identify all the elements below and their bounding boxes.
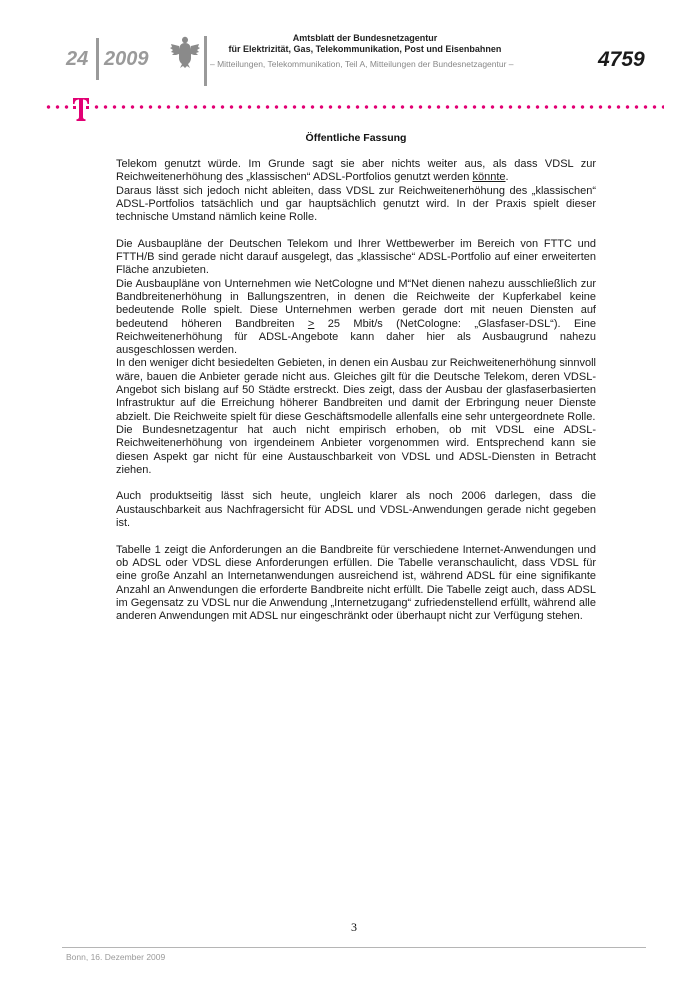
- paragraph-text: .: [505, 171, 509, 184]
- body-paragraph: [116, 158, 596, 185]
- paragraph-text: 25 Mbit/s (NetCologne: „Glasfaser-DSL“). Eine Reichweitenerhöhung für ADSL-Angebote kann daher hier als Ausbaugrund nahezu ausgeschlossen werden.: [116, 317, 596, 357]
- body-paragraph: Die Bundesnetzagentur hat auch nicht empirisch erhoben, ob mit VDSL eine ADSL-Reichweitenerhöhung von irgendeinem Anbieter vorgenommen wird. Entsprechend kann sie diesen Aspekt gar nicht für eine Austauschbarkeit von VDSL und ADSL-Diensten in Betracht ziehen.: [116, 423, 596, 476]
- title-divider: [204, 36, 207, 86]
- footer-divider: [62, 947, 646, 948]
- issue-year: 2009: [104, 48, 149, 70]
- body-paragraph: Tabelle 1 zeigt die Anforderungen an die Bandbreite für verschiedene Internet-Anwendungen und ob ADSL oder VDSL diese Anforderungen erfüllen. Die Tabelle veranschaulicht, dass VDSL für eine große Anzahl an Internetanwendungen ausreichend ist, während ADSL für eine signifikante Anzahl an Anwendungen die erforderte Bandbreite nicht erfüllt. Die Tabelle zeigt auch, dass ADSL im Gegensatz zu VDSL nur die Anwendung „Internetzugang“ zufriedenstellend erfüllt, während alle anderen Anwendungen mit ADSL nur eingeschränkt oder überhaupt nicht zur Verfügung stehen.: [116, 543, 596, 623]
- document-page-number: 3: [351, 920, 357, 934]
- underlined-symbol: >: [307, 317, 315, 330]
- issue-number: 24: [66, 48, 89, 70]
- document-heading: Öffentliche Fassung: [305, 132, 407, 144]
- paragraph-text: Die Ausbaupläne von Unternehmen wie NetCologne und M“Net dienen nahezu ausschließlich zur Bandbreitenerhöhung in Ballungszentren, in denen die Reichweite der Kupferkabel keine bedeutende Rolle spielt. Diese Unternehmen werben gerade dort mit neuen Diensten auf bedeutend höheren Bandbreiten: [116, 277, 596, 330]
- gazette-title: Amtsblatt der Bundesnetzagentur: [292, 33, 438, 43]
- brand-dot-line-left: [44, 103, 70, 111]
- body-paragraph: Auch produktseitig lässt sich heute, ungleich klarer als noch 2006 darlegen, dass die Austauschbarkeit aus Nachfragersicht für ADSL und VDSL-Anwendungen gerade nicht gegeben ist.: [116, 490, 596, 530]
- gazette-page-number: 4759: [598, 48, 645, 71]
- body-paragraph: [116, 278, 596, 358]
- brand-dot-line-right: [92, 103, 664, 111]
- gazette-subtitle: – Mitteilungen, Telekommunikation, Teil A, Mitteilungen der Bundesnetzagentur –: [210, 59, 514, 69]
- underlined-word: könnte: [472, 171, 506, 184]
- body-paragraph: In den weniger dicht besiedelten Gebieten, in denen ein Ausbau zur Reichweitenerhöhung sinnvoll wäre, bauen die Anbieter gerade nicht aus. Gleiches gilt für die Deutsche Telekom, deren VDSL-Angebot sich bislang auf 50 Städte erstreckt. Dies zeigt, dass der Ausbau der glasfaserbasierten Infrastruktur auf die Erreichung höherer Bandbreiten und damit der Erbringung neuer Dienste abzielt. Die Reichweite spielt für diese Geschäftsmodelle allenfalls eine sehr untergeordnete Rolle.: [116, 357, 596, 423]
- telekom-t-logo: [72, 96, 90, 122]
- gazette-title-scope: für Elektrizität, Gas, Telekommunikation, Post und Eisenbahnen: [228, 44, 502, 54]
- issue-divider: [96, 38, 99, 80]
- paragraph-text: Telekom genutzt würde. Im Grunde sagt sie aber nichts weiter aus, als dass VDSL zur Reichweitenerhöhung des „klassischen“ ADSL-Portfolios genutzt werden: [116, 158, 596, 184]
- federal-eagle-icon: [170, 34, 200, 68]
- footer-place-date: Bonn, 16. Dezember 2009: [66, 952, 166, 962]
- body-paragraph: Die Ausbaupläne der Deutschen Telekom und Ihrer Wettbewerber im Bereich von FTTC und FTTH/B sind gerade nicht darauf ausgelegt, das „klassische“ ADSL-Portfolio auf einer erweiterten Fläche anzubieten.: [116, 237, 596, 277]
- body-paragraph: Daraus lässt sich jedoch nicht ableiten, dass VDSL zur Reichweitenerhöhung des „klassischen“ ADSL-Portfolios tatsächlich und gar hauptsächlich genutzt wird. In der Praxis spielt dieser technische Umstand nämlich keine Rolle.: [116, 184, 596, 224]
- document-body: [116, 158, 596, 623]
